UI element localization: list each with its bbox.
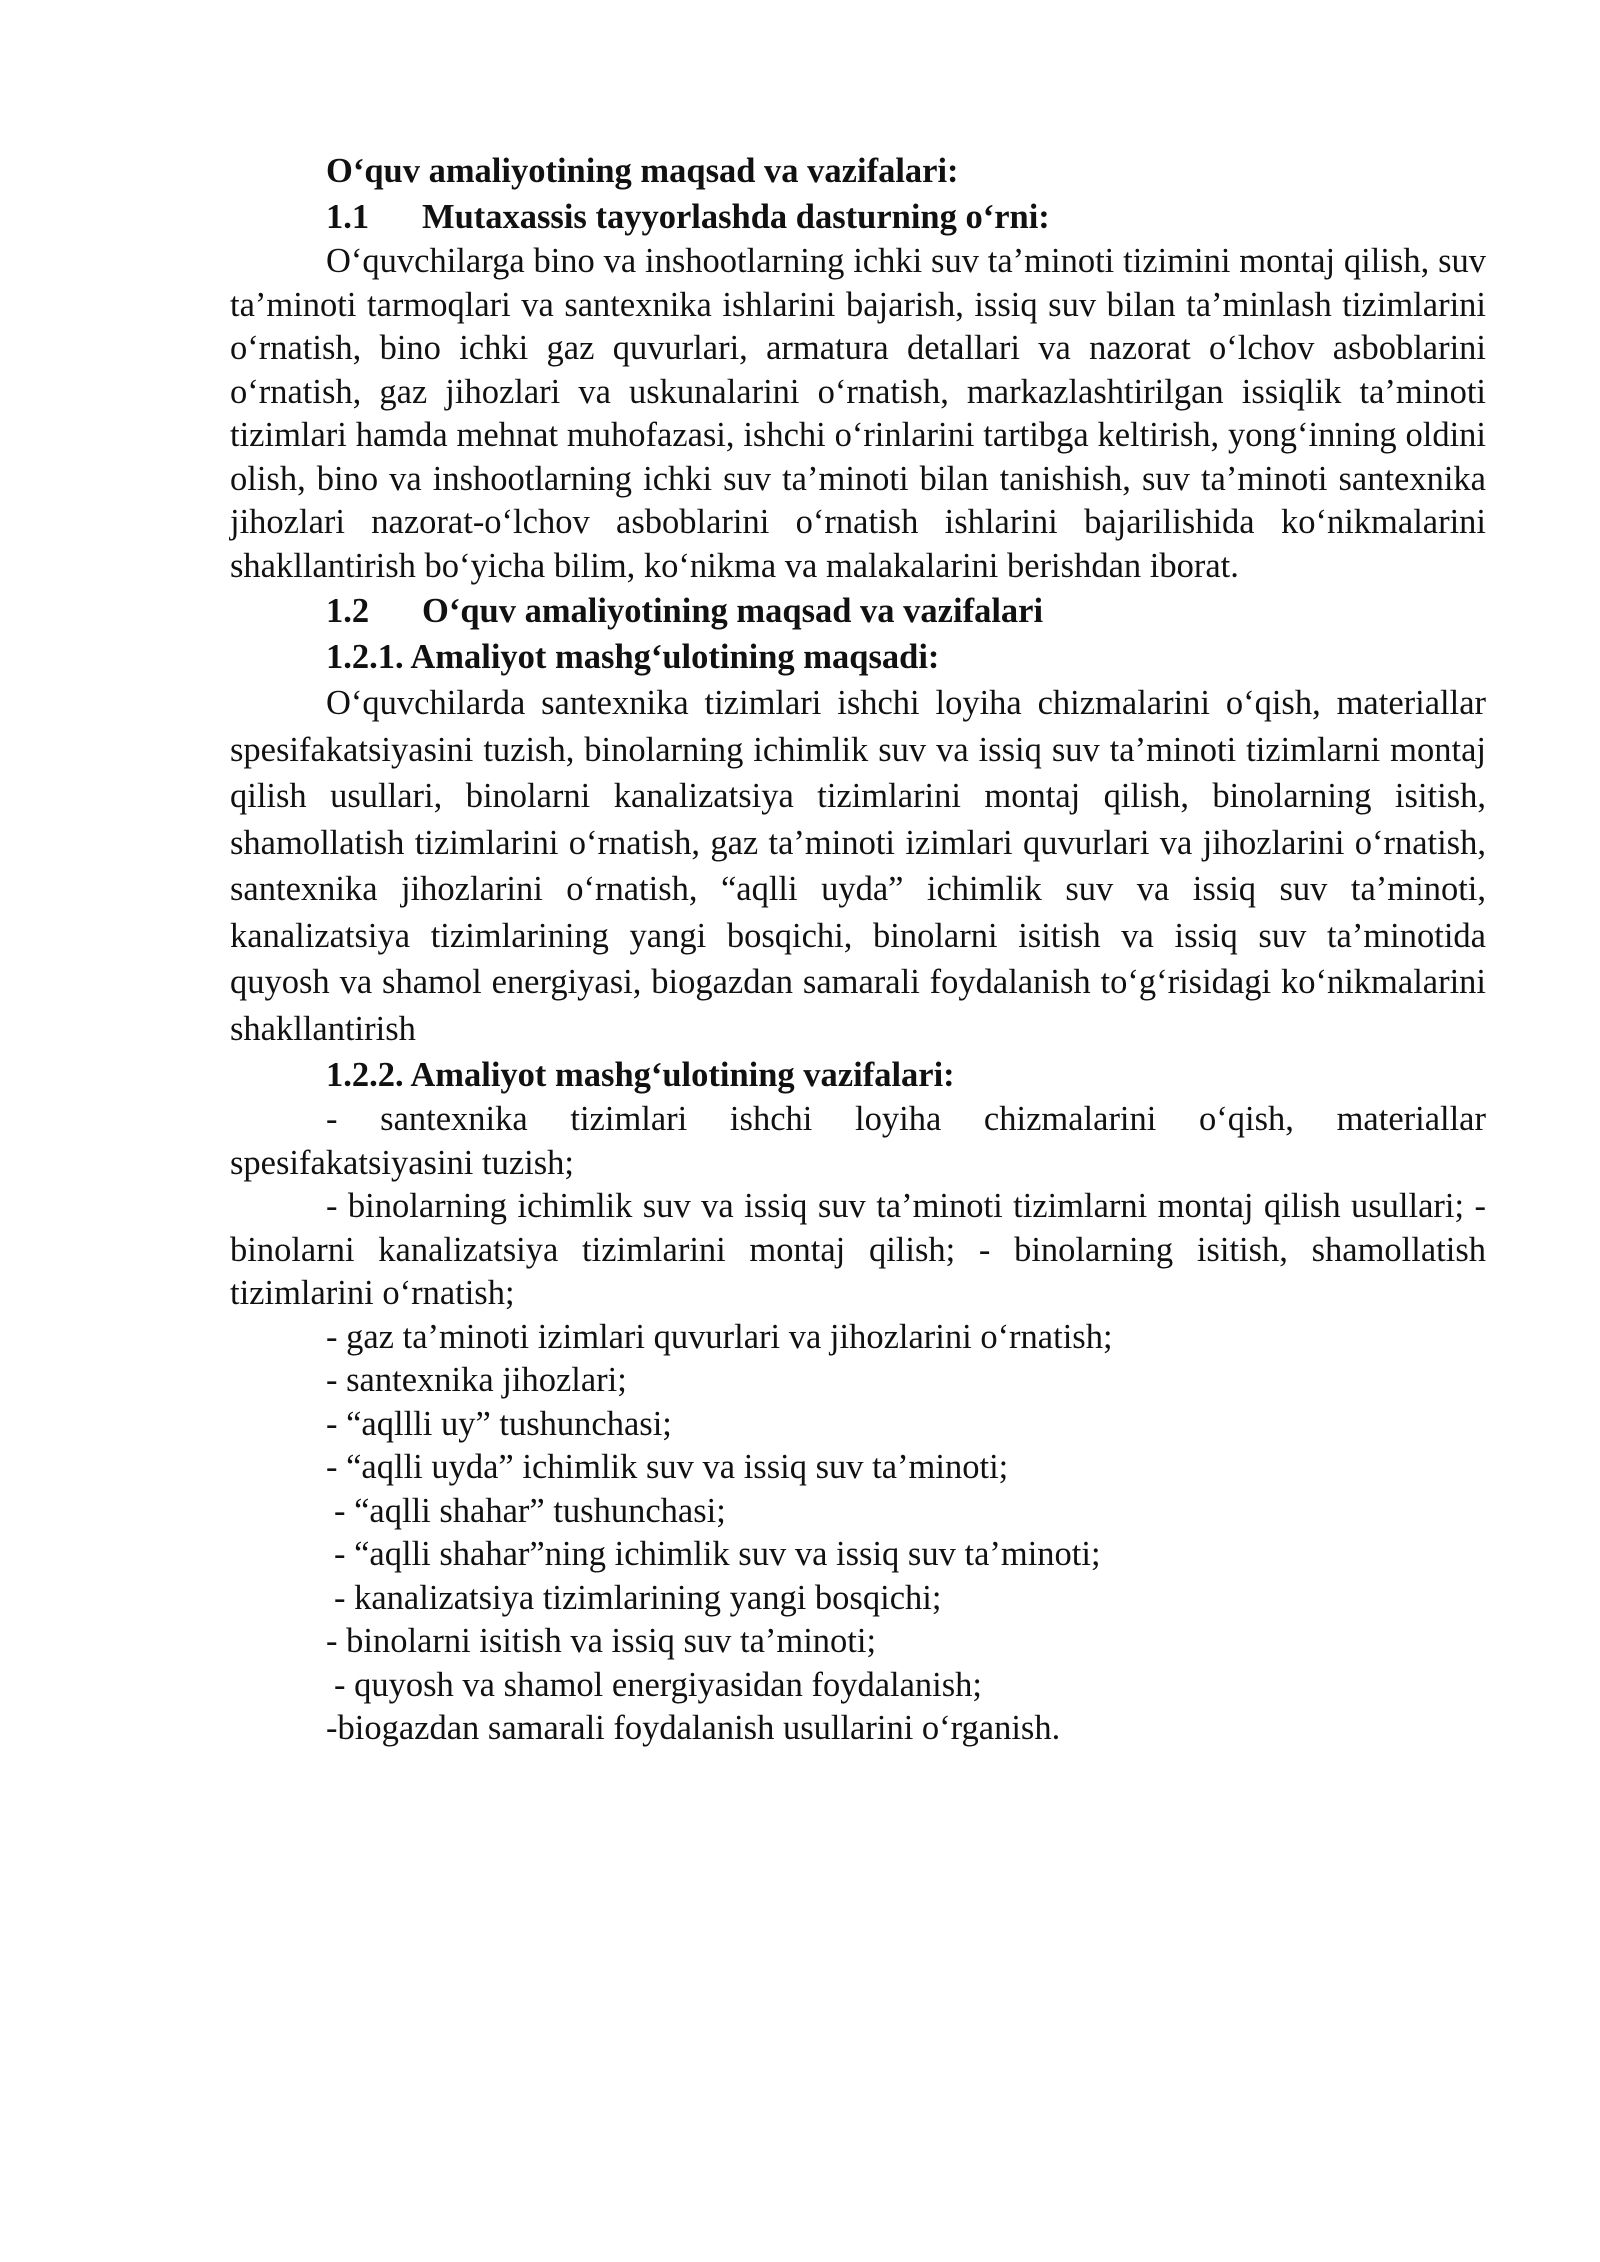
section-number: 1.1 bbox=[326, 198, 370, 236]
list-item: - binolarni isitish va issiq suv ta’minoti; bbox=[326, 1622, 877, 1660]
list-item: - kanalizatsiya tizimlarining yangi bosqichi; bbox=[334, 1578, 942, 1617]
section-heading-1-1 bbox=[230, 194, 1486, 240]
section-title: O‘quv amaliyotining maqsad va vazifalari bbox=[422, 592, 1044, 630]
section-heading-1-2-2: 1.2.2. Amaliyot mashg‘ulotining vazifalari: bbox=[326, 1056, 955, 1094]
list-item: - gaz ta’minoti izimlari quvurlari va jihozlarini o‘rnatish; bbox=[326, 1317, 1113, 1356]
list-item: - quyosh va shamol energiyasidan foydalanish; bbox=[334, 1665, 983, 1704]
list-item: -biogazdan samarali foydalanish usullarini o‘rganish. bbox=[326, 1709, 1061, 1747]
list-item: - “aqlli shahar” tushunchasi; bbox=[334, 1491, 726, 1530]
document-page bbox=[230, 148, 1486, 1751]
section-number: 1.2 bbox=[326, 592, 370, 630]
list-item: - santexnika jihozlari; bbox=[326, 1361, 627, 1399]
task-item: - santexnika tizimlari ishchi loyiha chizmalarini o‘qish, materiallar spesifakatsiyasini tuzish; bbox=[230, 1100, 1486, 1182]
list-item: - “aqlli shahar”ning ichimlik suv va issiq suv ta’minoti; bbox=[334, 1535, 1101, 1573]
section-title: Mutaxassis tayyorlashda dasturning o‘rni: bbox=[422, 198, 1050, 236]
paragraph-practice-goal: O‘quvchilarda santexnika tizimlari ishchi loyiha chizmalarini o‘qish, materiallar spesifakatsiyasini tuzish, binolarning ichimlik suv va issiq suv ta’minoti tizimlarni montaj qilish usullari, binolarni kanalizatsiya tizimlarini montaj qilish, binolarning isitish, shamollatish tizimlarini o‘rnatish, gaz ta’minoti izimlari quvurlari va jihozlarini o‘rnatish, santexnika jihozlarini o‘rnatish, “aqlli uyda” ichimlik suv va issiq suv ta’minoti, kanalizatsiya tizimlarining yangi bosqichi, binolarni isitish va issiq suv ta’minotida quyosh va shamol energiyasi, biogazdan samarali foydalanish to‘g‘risidagi ko‘nikmalarini shakllantirish bbox=[230, 684, 1486, 1048]
task-item: - binolarning ichimlik suv va issiq suv ta’minoti tizimlarni montaj qilish usullari; - binolarni kanalizatsiya tizimlarini montaj qilish; - binolarning isitish, shamollatish tizimlarini o‘rnatish; bbox=[230, 1187, 1486, 1312]
paragraph-program-role: O‘quvchilarga bino va inshootlarning ichki suv ta’minoti tizimini montaj qilish, suv ta’minoti tarmoqlari va santexnika ishlarini bajarish, issiq suv bilan ta’minlash tizimlarini o‘rnatish, bino ichki gaz quvurlari, armatura detallari va nazorat o‘lchov asboblarini o‘rnatish, gaz jihozlari va uskunalarini o‘rnatish, markazlashtirilgan issiqlik ta’minoti tizimlari hamda mehnat muhofazasi, ishchi o‘rinlarini tartibga keltirish, yong‘inning oldini olish, bino va inshootlarning ichki suv ta’minoti bilan tanishish, suv ta’minoti santexnika jihozlari nazorat-o‘lchov asboblarini o‘rnatish ishlarini bajarilishida ko‘nikmalarini shakllantirish bo‘yicha bilim, ko‘nikma va malakalarini berishdan iborat. bbox=[230, 242, 1486, 585]
main-heading: O‘quv amaliyotining maqsad va vazifalari: bbox=[326, 152, 959, 190]
list-item: - “aqllli uy” tushunchasi; bbox=[326, 1404, 672, 1443]
section-heading-1-2-1: 1.2.1. Amaliyot mashg‘ulotining maqsadi: bbox=[326, 638, 940, 676]
list-item: - “aqlli uyda” ichimlik suv va issiq suv ta’minoti; bbox=[326, 1448, 1009, 1486]
section-heading-1-2 bbox=[230, 588, 1486, 634]
